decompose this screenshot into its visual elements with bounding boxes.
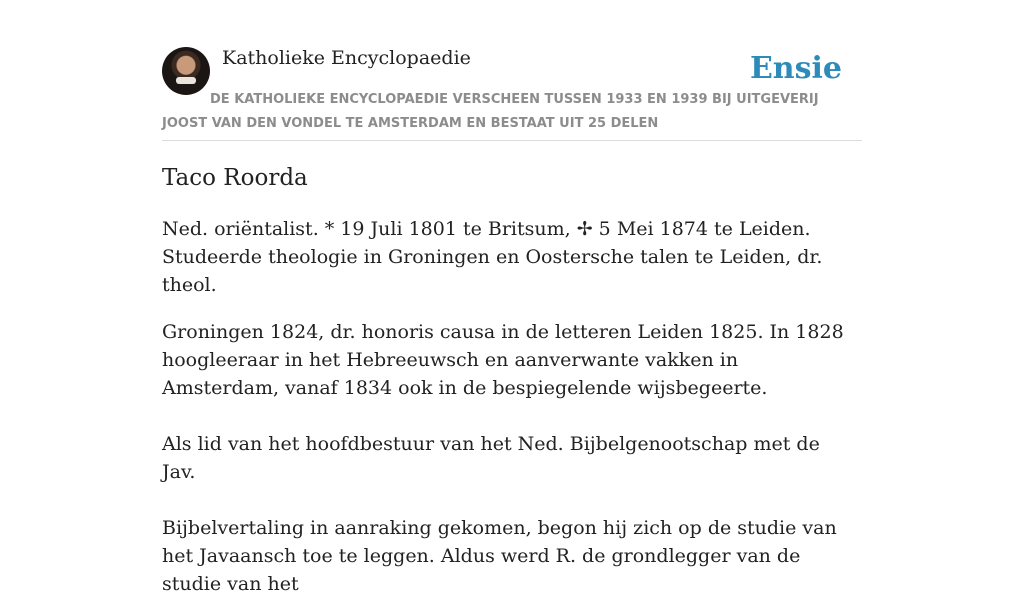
article-paragraph: Groningen 1824, dr. honoris causa in de letteren Leiden 1825. In 1828 hoogleeraar in het Hebreeuwsch en aanverwante vakken in Amsterdam, vanaf 1834 ook in de bespiegelende wijsbegeerte. [162,321,844,399]
encyclopedia-description: DE KATHOLIEKE ENCYCLOPAEDIE VERSCHEEN TUSSEN 1933 EN 1939 BIJ UITGEVERIJ JOOST VAN DEN VONDEL TE AMSTERDAM EN BESTAAT UIT 25 DELEN [162,92,819,131]
brand-logo[interactable]: Ensie [749,51,842,86]
portrait-collar [176,77,196,84]
article-paragraph: Bijbelvertaling in aanraking gekomen, begon hij zich op de studie van het Javaansch toe te leggen. Aldus werd R. de grondlegger van de studie van het [162,517,837,595]
article-title: Taco Roorda [162,165,308,191]
site-header [162,46,862,141]
article-paragraph: Als lid van het hoofdbestuur van het Ned. Bijbelgenootschap met de Jav. [162,433,820,483]
site-name-link[interactable]: Katholieke Encyclopaedie [222,47,471,69]
article [162,160,852,598]
article-paragraph: Ned. oriëntalist. * 19 Juli 1801 te Britsum, ✢ 5 Mei 1874 te Leiden. Studeerde theologie in Groningen en Oostersche talen te Leiden, dr. theol. [162,218,823,296]
